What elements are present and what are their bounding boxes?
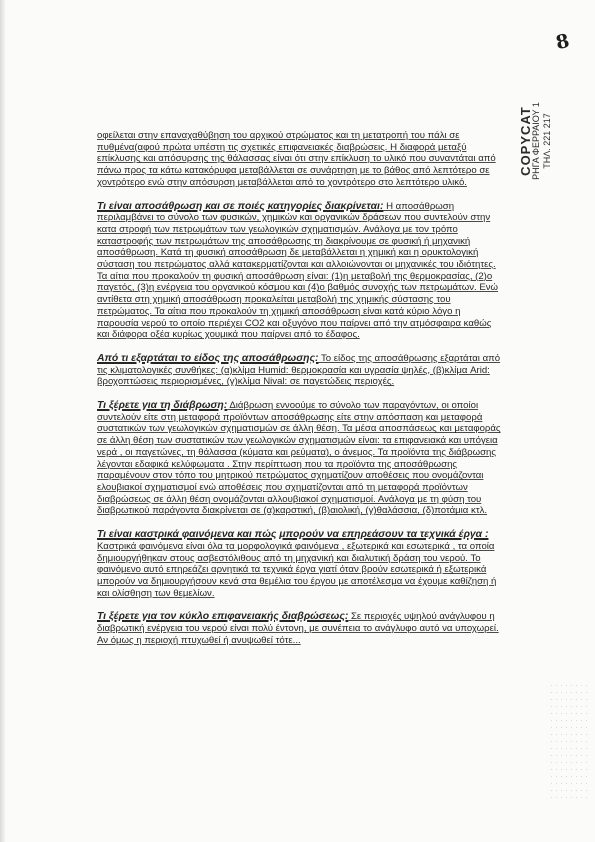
paragraph-body: Καστρικά φαινόμενα είναι όλα τα μορφολογικά φαινόμενα , εξωτερικά και εσωτερικά , τα οποία δημιουργήθηκαν στους ασβεστόλιθους από τη μηχανική και διαλυτική δράση του νερού. Το φαινόμενο αυτό επηρεάζει αρνητικά τα τεχνικά έργα γιατί όταν βρούν εσωτερικά ή εξωτερικά μπορούν να δημιουργήσουν κενά στα θεμέλια του έργου με αποτέλεσμα να έχουμε καθίζηση ή και ολίσθηση των θεμελίων. [97, 540, 497, 599]
paragraph-heading: Από τι εξαρτάται το είδος της αποσάθρωσης: [97, 352, 319, 364]
paragraph-body: Διάβρωση εννοούμε το σύνολο των παραγόντων, οι οποίοι συντελούν είτε στη μεταφορά προϊόντων αποσάθρωσης είτε στην απόσπαση και μεταφορά συστατικών των γεωλογικών σχηματισμών σε άλλη θέση. Τα μέσα αποσπάσεως και μεταφοράς σε άλλη θέση των συστατικών των γεωλογικών σχηματισμών είναι: τα επιφανειακά και υπόγεια νερά , οι παγετώνες, τη θάλασσα (κύματα και ρεύματα), ο άνεμος. Τα προϊόντα της διάβρωσης λέγονται εδαφικά κελύφωματα . Στην περίπτωση που τα προϊόντα της αποσάθρωσης παραμένουν στον τόπο του μητρικού πετρώματος σχηματίζουν αποθέσεις που ονομάζονται ελουβιακοί σχηματισμοί ενώ αποθέσεις που σχηματίζονται από τη μεταφορά προϊόντων διαβρώσεως σε άλλη θέση ονομάζονται αλλουβιακοί σχηματισμοί. Ανάλογα με τη φύση του διαβρωτικού παράγοντα διακρίνεται σε (α)καρστική, (β)αιολική, (γ)θαλάσσια, (δ)ποτάμια κτλ. [97, 400, 501, 517]
paragraph-intro [97, 130, 502, 189]
scan-noise [549, 682, 589, 802]
paragraph-heading: Τι ξέρετε για τον κύκλο επιφανειακής διαβρώσεως: [97, 611, 349, 623]
paragraph-erosion [97, 400, 502, 517]
paragraph-heading: Τι είναι αποσάθρωση και σε ποιές κατηγορίες διακρίνεται: [97, 200, 384, 212]
paragraph-body: Το είδος της αποσάθρωσης εξαρτάται από τις κλιματολογικές συνθήκες: (α)κλίμα Humid: θερμοκρασία και υγρασία ψηλές, (β)κλίμα Arid: βροχοπτώσεις περιορισμένες, (γ)κλίμα Nival: σε παγετώδεις περιοχές. [97, 352, 501, 388]
paragraph-heading: Τι είναι καστρικά φαινόμενα και πώς μπορούν να επηρεάσουν τα τεχνικά έργα : [97, 529, 489, 541]
paragraph-weathering [97, 201, 502, 341]
stamp-phone: ΤΗΛ. 221 217 [542, 113, 552, 169]
paragraph-body: οφείλεται στην επαναχαθύβηση του αρχικού στρώματος και τη μετατροπή του πάλι σε πυθμένα(αφού πρώτα υπέστη τις σχετικές επιφανειακές διαβρώσεις. Η διαφορά μεταξύ επίκλυσης και απόσυρσης της θάλασσας είναι ότι στην επίκλυση το υλικό που συναντάται από πάνω προς τα κάτω κατακόρυφα μεταβάλλεται σε συνάρτηση με το βάθος από λεπτότερο σε χοντρότερο ενώ στην απόσυρση μεταβάλλεται από το χοντρότερο στο λεπτότερο υλικό. [97, 130, 496, 188]
paragraph-weathering-type [97, 353, 502, 388]
stamp-name: COPYCAT [518, 106, 533, 176]
paragraph-heading: Τι ξέρετε για τη διάβρωση: [97, 400, 228, 412]
paragraph-erosion-cycle [97, 611, 502, 646]
paragraph-karst [97, 529, 502, 599]
copyshop-stamp [520, 86, 574, 196]
paragraph-body: Σε περιοχές υψηλού ανάγλυφου η διαβρωτική ενέργεια του νερού είναι πολύ έντονη, με συνέπεια το ανάγλυφο αυτό να υποχωρεί. Αν όμως η περιοχή πτυχωθεί ή ανυψωθεί τότε... [97, 611, 499, 646]
paragraph-body: Η αποσάθρωση περιλαμβάνει το σύνολο των φυσικών, χημικών και οργανικών δράσεων που συντελούν στην κατα στροφή των πετρωμάτων των γεωλογικών σχηματισμών. Ανάλογα με τον τρόπο καταστροφής των πετρωμάτων της αποσάθρωσης τη διακρίνουμε σε φυσική ή μηχανική αποσάθρωση. Κατά τη φυσική αποσάθρωση δε μεταβάλλεται η χημική και η ορυκτολογική σύσταση του πετρώματος αλλά κατακερματίζονται και αλλοιώνονται οι μηχανικές του ιδιότητες. Τα αίτια που προκαλούν τη φυσική αποσάθρωση είναι: (1)η μεταβολή της θερμοκρασίας, (2)ο παγετός, (3)η ενέργεια του οργανικού κόσμου και (4)ο βαθμός συνοχής των πετρωμάτων. Ενώ αντίθετα στη χημική αποσάθρωση προκαλείται μεταβολή της χημικής σύστασης του πετρώματος. Τα αίτια που προκαλούν τη χημική αποσάθρωση είναι κατά κύριο λόγο η παρουσία νερού το οποίο περιέχει CO2 και οξυγόνο που παίρνει από την ατμόσφαιρα καθώς και διάφορα οξέα κυρίως χουμικά που παίρνει από το έδαφος. [97, 200, 499, 341]
page-number: 8 [553, 29, 572, 55]
stamp-address: ΡΗΓΑ ΦΕΡΡΑΙΟΥ 1 [531, 102, 541, 180]
document-body [97, 130, 502, 658]
scan-edge-shadow [0, 0, 6, 842]
